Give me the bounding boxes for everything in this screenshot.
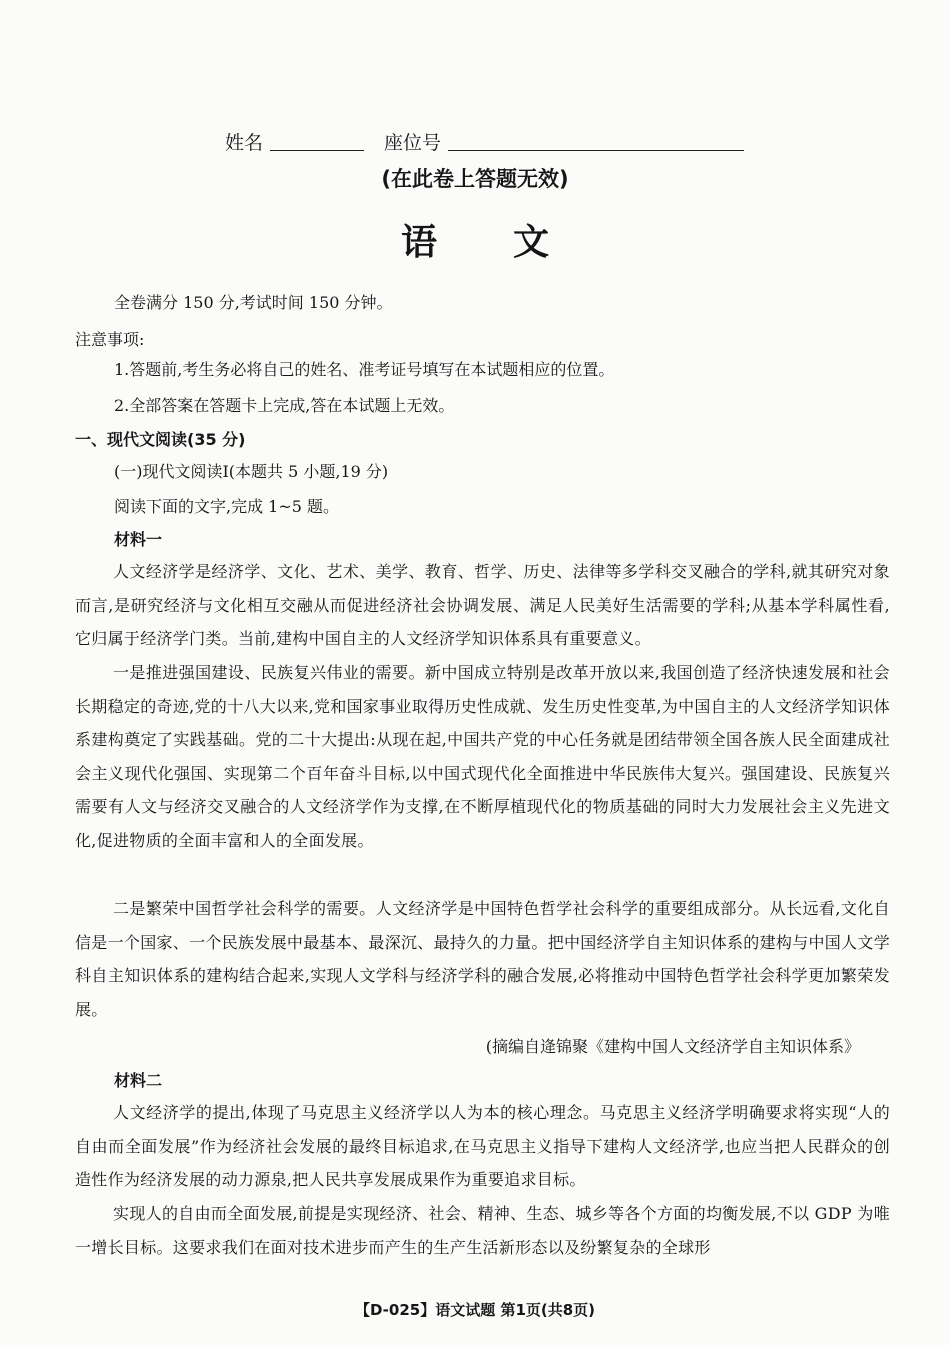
material-two-paragraph: 实现人的自由而全面发展,前提是实现经济、社会、精神、生态、城乡等各个方面的均衡发展,不以 GDP 为唯一增长目标。这要求我们在面对技术进步而产生的生产生活新形态以及纷繁复杂的全球形	[75, 1204, 890, 1257]
subject-title: 语文	[400, 221, 625, 263]
name-label: 姓名	[225, 132, 264, 154]
notes-title: 注意事项:	[75, 330, 145, 349]
section-title: 一、现代文阅读(35 分)	[75, 430, 246, 449]
note-item: 1.答题前,考生务必将自己的姓名、准考证号填写在本试题相应的位置。	[114, 360, 615, 379]
material-two-label: 材料二	[114, 1071, 163, 1090]
reading-instruction: 阅读下面的文字,完成 1~5 题。	[114, 497, 340, 516]
score-time-info: 全卷满分 150 分,考试时间 150 分钟。	[114, 293, 393, 312]
name-blank	[270, 150, 364, 151]
material-one-source: (摘编自逄锦聚《建构中国人文经济学自主知识体系》	[485, 1037, 860, 1056]
material-one-paragraph: 二是繁荣中国哲学社会科学的需要。人文经济学是中国特色哲学社会科学的重要组成部分。从长远看,文化自信是一个国家、一个民族发展中最基本、最深沉、最持久的力量。把中国经济学自主知识体系的建构与中国人文学科自主知识体系的建构结合起来,实现人文学科与经济学科的融合发展,必将推动中国特色哲学社会科学更加繁荣发展。	[75, 899, 891, 1019]
material-one-paragraph: 人文经济学是经济学、文化、艺术、美学、教育、哲学、历史、法律等多学科交叉融合的学科,就其研究对象而言,是研究经济与文化相互交融从而促进经济社会协调发展、满足人民美好生活需要的学科;从基本学科属性看,它归属于经济学门类。当前,建构中国自主的人文经济学知识体系具有重要意义。	[75, 562, 890, 649]
seat-number-label: 座位号	[384, 132, 442, 154]
candidate-info-row	[0, 124, 950, 158]
material-one-paragraph: 一是推进强国建设、民族复兴伟业的需要。新中国成立特别是改革开放以来,我国创造了经济快速发展和社会长期稳定的奇迹,党的十八大以来,党和国家事业取得历史性成就、发生历史性变革,为中国自主的人文经济学知识体系建构奠定了实践基础。党的二十大提出:从现在起,中国共产党的中心任务就是团结带领全国各族人民全面建成社会主义现代化强国、实现第二个百年奋斗目标,以中国式现代化全面推进中华民族伟大复兴。强国建设、民族复兴需要有人文与经济交叉融合的人文经济学作为支撑,在不断厚植现代化的物质基础的同时大力发展社会主义先进文化,促进物质的全面丰富和人的全面发展。	[75, 663, 890, 850]
invalid-answer-notice: (在此卷上答题无效)	[381, 167, 569, 191]
section-subtitle: (一)现代文阅读Ⅰ(本题共 5 小题,19 分)	[114, 462, 389, 481]
material-two-paragraph: 人文经济学的提出,体现了马克思主义经济学以人为本的核心理念。马克思主义经济学明确要求将实现“人的自由而全面发展”作为经济社会发展的最终目标追求,在马克思主义指导下建构人文经济学,也应当把人民群众的创造性作为经济发展的动力源泉,把人民共享发展成果作为重要追求目标。	[75, 1103, 890, 1190]
material-one-label: 材料一	[114, 530, 163, 549]
note-item: 2.全部答案在答题卡上完成,答在本试题上无效。	[114, 396, 455, 415]
page-footer: 【D-025】语文试题 第1页(共8页)	[354, 1301, 596, 1319]
seat-number-blank	[448, 150, 744, 151]
